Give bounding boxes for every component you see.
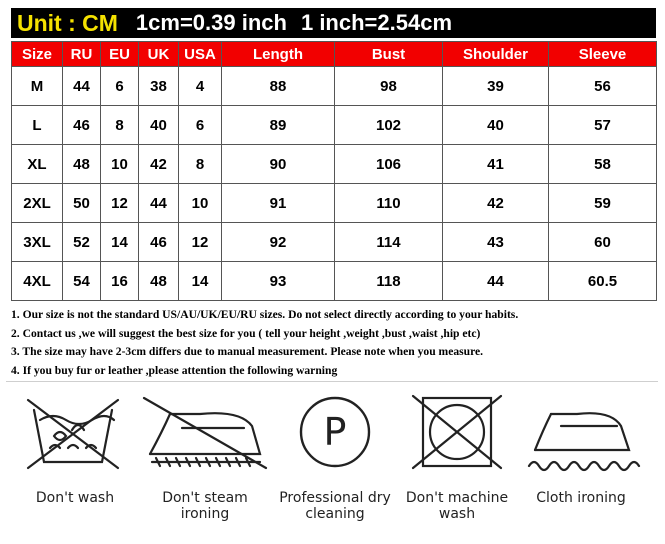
care-item-no-wash [10,392,140,506]
table-cell: L [12,106,63,145]
header-ru: RU [63,42,101,67]
care-instructions [22,392,642,522]
table-cell: 4 [179,67,222,106]
table-cell: 98 [335,67,443,106]
table-cell: 8 [101,106,139,145]
header-size: Size [12,42,63,67]
table-cell: 40 [139,106,179,145]
table-row [12,106,657,145]
table-cell: 88 [222,67,335,106]
table-cell: 12 [179,223,222,262]
table-cell: 106 [335,145,443,184]
header-length: Length [222,42,335,67]
size-notes [11,306,659,380]
table-cell: 41 [443,145,549,184]
table-cell: 50 [63,184,101,223]
care-item-professional-dry-cleaning [270,392,400,522]
table-cell: 92 [222,223,335,262]
table-cell: 38 [139,67,179,106]
no-machine-wash-icon [407,392,507,472]
inch-to-cm-conversion: 1 inch=2.54cm [300,10,453,35]
cloth-ironing-icon [521,392,641,472]
table-cell: 12 [101,184,139,223]
cm-to-inch-conversion: 1cm=0.39 inch [135,10,287,35]
note-2: 2. Contact us ,we will suggest the best size for you ( tell your height ,weight ,bust ,waist ,hip etc) [11,326,481,340]
care-label: Professional dry cleaning [279,490,391,522]
table-cell: 39 [443,67,549,106]
table-cell: 44 [139,184,179,223]
note-1: 1. Our size is not the standard US/AU/UK/EU/RU sizes. Do not select directly according to your habits. [11,308,519,321]
table-cell: 6 [101,67,139,106]
table-cell: 14 [101,223,139,262]
table-cell: 10 [179,184,222,223]
table-cell: 110 [335,184,443,223]
table-cell: 46 [139,223,179,262]
dry-clean-symbol: P [323,410,347,454]
header-sleeve: Sleeve [549,42,657,67]
no-wash-icon [20,392,130,472]
header-eu: EU [101,42,139,67]
note-3: 3. The size may have 2-3cm differs due to manual measurement. Please note when you measure. [11,345,484,358]
unit-banner [11,8,656,38]
table-cell: 48 [139,262,179,301]
table-cell: 3XL [12,223,63,262]
table-cell: 14 [179,262,222,301]
professional-dry-cleaning-icon [295,392,375,472]
table-cell: 54 [63,262,101,301]
table-cell: 10 [101,145,139,184]
table-cell: 93 [222,262,335,301]
care-item-no-steam-ironing [140,392,270,522]
care-label: Don't steam ironing [162,490,248,522]
table-cell: 48 [63,145,101,184]
care-item-no-machine-wash [392,392,522,522]
table-cell: 58 [549,145,657,184]
table-cell: 60 [549,223,657,262]
no-steam-ironing-icon [140,392,270,472]
note-4: 4. If you buy fur or leather ,please attention the following warning [11,363,338,377]
header-usa: USA [179,42,222,67]
table-cell: 118 [335,262,443,301]
header-uk: UK [139,42,179,67]
table-cell: 40 [443,106,549,145]
table-cell: 44 [63,67,101,106]
table-cell: 91 [222,184,335,223]
table-row [12,67,657,106]
table-cell: 52 [63,223,101,262]
size-chart-table [11,41,657,301]
table-cell: 46 [63,106,101,145]
table-cell: 102 [335,106,443,145]
unit-label: Unit : CM [17,9,118,36]
table-cell: 6 [179,106,222,145]
table-cell: 42 [443,184,549,223]
table-row [12,223,657,262]
table-cell: 114 [335,223,443,262]
table-cell: 89 [222,106,335,145]
table-cell: 42 [139,145,179,184]
section-divider [6,381,658,382]
care-label: Don't machine wash [405,490,509,522]
table-cell: 16 [101,262,139,301]
care-label: Don't wash [35,490,115,506]
table-cell: 2XL [12,184,63,223]
table-cell: 4XL [12,262,63,301]
table-header-row [12,42,657,67]
header-shoulder: Shoulder [443,42,549,67]
table-cell: 59 [549,184,657,223]
table-cell: 44 [443,262,549,301]
table-row [12,262,657,301]
table-cell: 43 [443,223,549,262]
table-cell: 60.5 [549,262,657,301]
table-row [12,184,657,223]
table-cell: XL [12,145,63,184]
table-cell: M [12,67,63,106]
table-cell: 8 [179,145,222,184]
table-cell: 90 [222,145,335,184]
care-item-cloth-ironing [516,392,646,506]
table-cell: 56 [549,67,657,106]
care-label: Cloth ironing [536,490,626,506]
table-row [12,145,657,184]
table-cell: 57 [549,106,657,145]
header-bust: Bust [335,42,443,67]
